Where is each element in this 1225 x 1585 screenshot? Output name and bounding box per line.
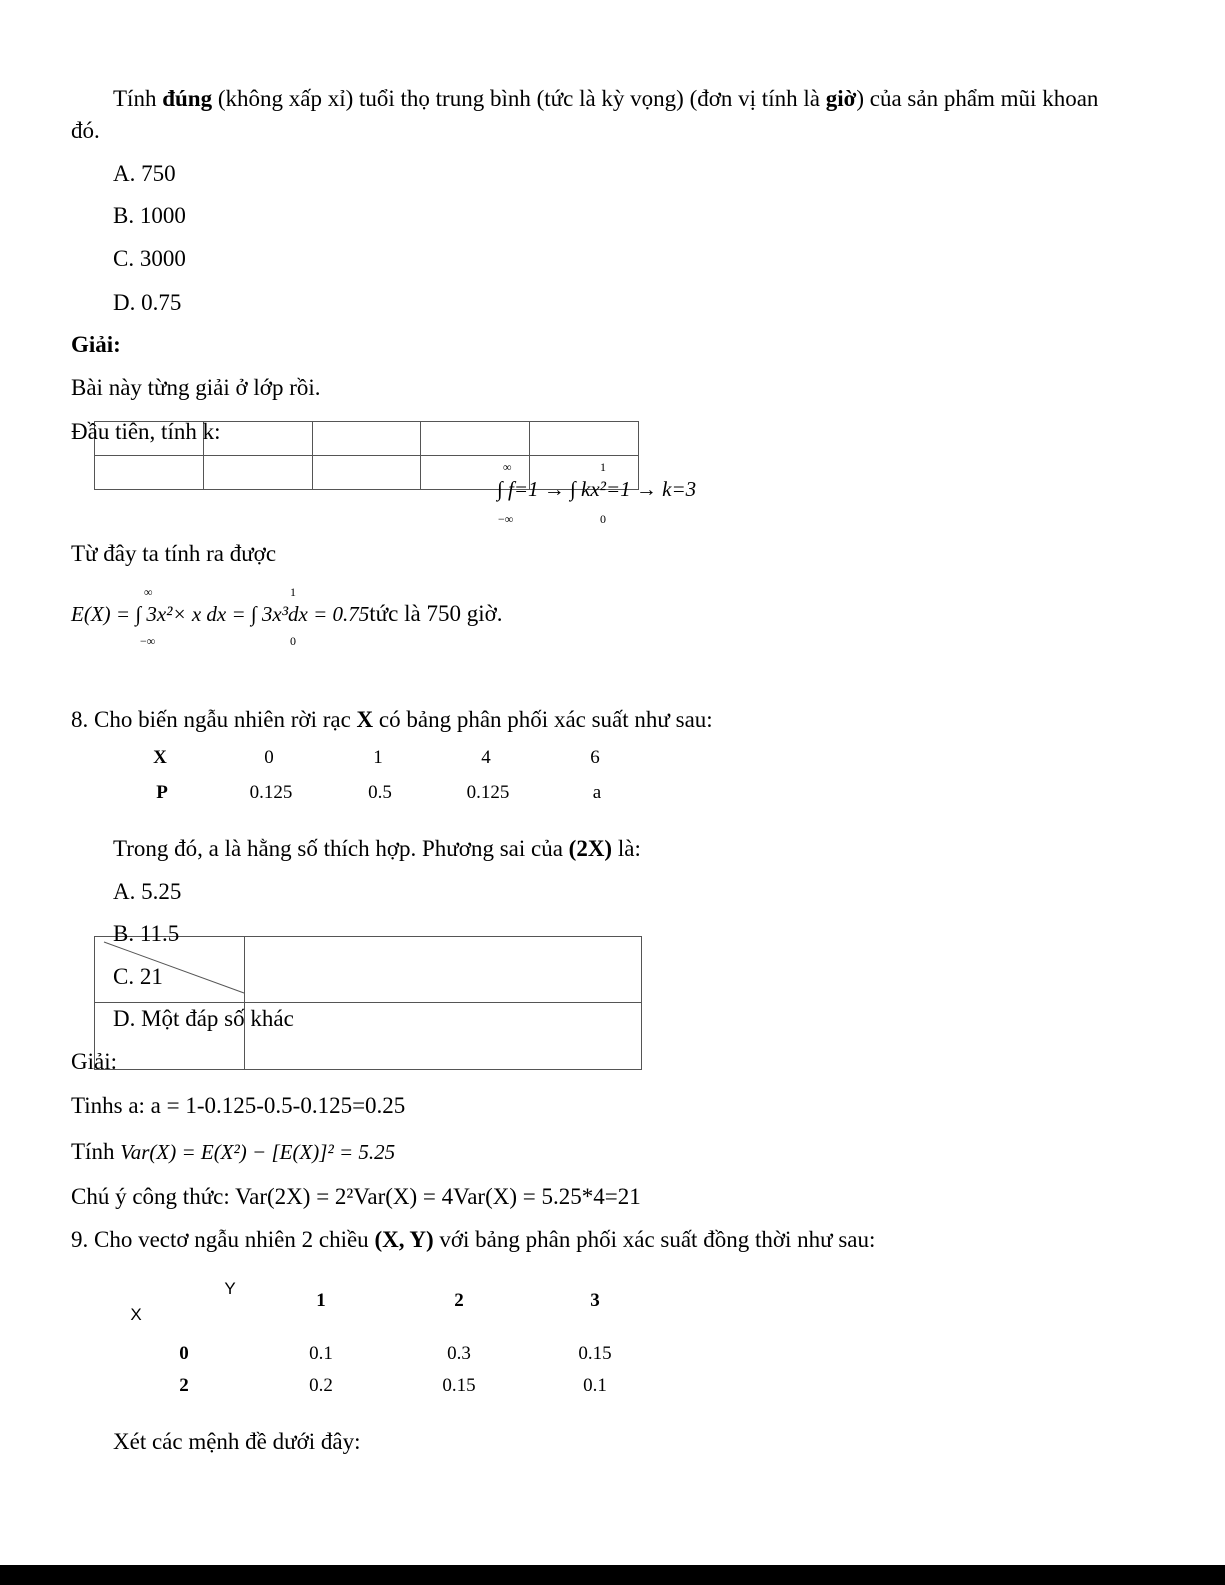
q7-prompt-cont: đó. <box>71 118 100 143</box>
integral-limit: 1 <box>290 585 296 599</box>
q8-p-value: 0.125 <box>249 782 293 803</box>
table-divider <box>312 421 313 489</box>
q8-x-value: 0 <box>264 747 274 768</box>
q8-x-value: 4 <box>481 747 491 768</box>
integral-limit: ∞ <box>144 585 153 599</box>
q7-option-d: D. 0.75 <box>113 290 182 315</box>
q8-option-a: A. 5.25 <box>113 879 182 904</box>
q9-cell: 0.1 <box>583 1375 607 1396</box>
q8-x-label: X <box>153 747 167 768</box>
q7-solution-line2: Đầu tiên, tính k: <box>71 419 221 444</box>
formula-k: ∫ f=1 → ∫ kx²=1 → k=3 <box>497 477 697 501</box>
q9-cell: 0.15 <box>578 1343 612 1364</box>
table-divider <box>94 455 638 456</box>
table-divider <box>94 1002 641 1003</box>
q7-option-b: B. 1000 <box>113 203 186 228</box>
integral-limit: −∞ <box>140 634 156 648</box>
q9-x-label: X <box>130 1305 142 1324</box>
q7-solution-label: Giải: <box>71 332 121 357</box>
q9-cell: 0.1 <box>309 1343 333 1364</box>
q8-option-c: C. 21 <box>113 964 163 989</box>
q7-option-a: A. 750 <box>113 161 176 186</box>
table-divider <box>420 421 421 489</box>
q9-cell: 0.3 <box>447 1343 471 1364</box>
q8-p-label: P <box>156 782 168 803</box>
q8-option-d: D. Một đáp số khác <box>113 1006 294 1031</box>
q8-question: Trong đó, a là hằng số thích hợp. Phương sai của (2X) là: <box>113 836 641 861</box>
q8-prompt: 8. Cho biến ngẫu nhiên rời rạc X có bảng phân phối xác suất như sau: <box>71 707 713 732</box>
q9-x-value: 2 <box>179 1375 189 1396</box>
q7-prompt: Tính đúng (không xấp xỉ) tuổi thọ trung bình (tức là kỳ vọng) (đơn vị tính là giờ) của sản phẩm mũi khoan <box>113 86 1099 111</box>
q8-x-value: 1 <box>373 747 383 768</box>
integral-limit: 0 <box>290 634 296 648</box>
q9-prompt: 9. Cho vectơ ngẫu nhiên 2 chiều (X, Y) với bảng phân phối xác suất đồng thời như sau: <box>71 1227 876 1252</box>
q9-cell: 0.15 <box>442 1375 476 1396</box>
q9-y-value: 2 <box>454 1290 464 1311</box>
integral-limit: 0 <box>600 512 606 526</box>
q9-cell: 0.2 <box>309 1375 333 1396</box>
q8-p-value: 0.125 <box>466 782 510 803</box>
q8-solution-line1: Tinhs a: a = 1-0.125-0.5-0.125=0.25 <box>71 1093 406 1118</box>
integral-limit: −∞ <box>498 512 514 526</box>
q7-option-c: C. 3000 <box>113 246 186 271</box>
q8-p-value: 0.5 <box>368 782 392 803</box>
q8-solution-label: Giải: <box>71 1049 117 1074</box>
q8-solution-line3: Chú ý công thức: Var(2X) = 2²Var(X) = 4Var(X) = 5.25*4=21 <box>71 1184 641 1209</box>
integral-limit: ∞ <box>503 460 512 474</box>
q7-solution-line3: Từ đây ta tính ra được <box>71 541 277 566</box>
q9-y-value: 3 <box>590 1290 600 1311</box>
formula-e: E(X) = ∫ 3x²× x dx = ∫ 3x³dx = 0.75tức là 750 giờ. <box>71 601 503 626</box>
q8-solution-line2: Tính Var(X) = E(X²) − [E(X)]² = 5.25 <box>71 1139 396 1164</box>
q9-y-value: 1 <box>316 1290 326 1311</box>
q9-tail: Xét các mệnh đề dưới đây: <box>113 1429 361 1454</box>
integral-limit: 1 <box>600 460 606 474</box>
q7-solution-line1: Bài này từng giải ở lớp rồi. <box>71 375 321 400</box>
q9-x-value: 0 <box>179 1343 189 1364</box>
q8-option-b: B. 11.5 <box>113 921 180 946</box>
page-bottom-bar <box>0 1565 1225 1585</box>
q8-x-value: 6 <box>590 747 600 768</box>
q8-p-value: a <box>592 782 602 803</box>
q9-y-label: Y <box>224 1279 236 1298</box>
